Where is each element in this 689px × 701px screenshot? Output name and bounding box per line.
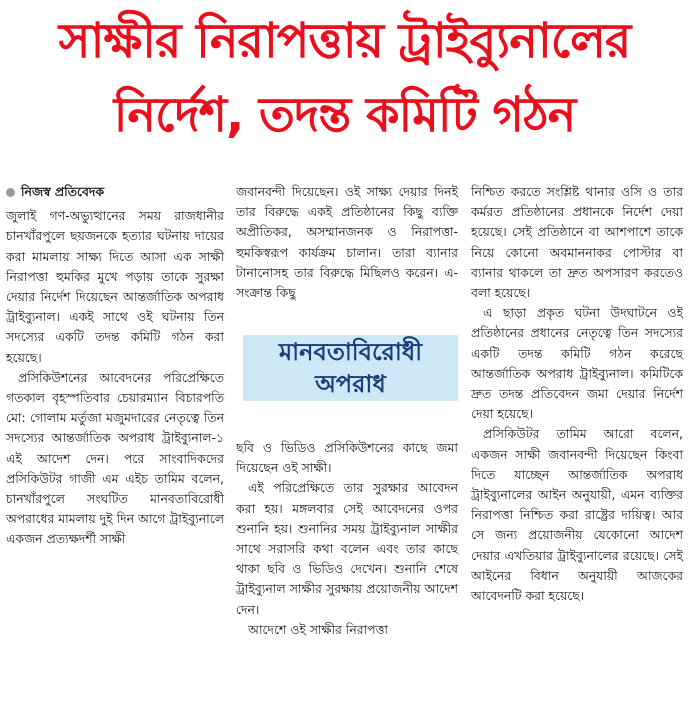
article-column-1: [6, 182, 224, 550]
paragraph: জুলাই গণ-অভ্যুত্থানের সময় রাজধানীর চানখাঁরপুলে ছয়জনকে হত্যার ঘটনায় দায়ের করা মামলায় সাক্ষ্য দিতে আসা এক সাক্ষী নিরাপত্তা হুমকির মুখে পড়ায় তাকে সুরক্ষা দেয়ার নির্দেশ দিয়েছেন আন্তর্জাতিক অপরাধ ট্রাইব্যুনাল। একই সাথে ওই ঘটনায় তিন সদস্যের একটি তদন্ত কমিটি গঠন করা হয়েছে।: [6, 208, 224, 365]
headline: [0, 4, 689, 152]
article-column-2: [236, 182, 458, 303]
headline-line-1: সাক্ষীর নিরাপত্তায় ট্রাইব্যুনালের: [58, 13, 631, 69]
paragraph: প্রসিকিউটর তামিম আরো বলেন, একজন সাক্ষী জবানবন্দী দিয়েছেন কিংবা দিতে যাচ্ছেন আন্তর্জাতিক অপরাধ ট্রাইব্যুনালের আইন অনুযায়ী, এমন ব্যক্তির নিরাপত্তা নিশ্চিত করা রাষ্ট্রের দায়িত্ব। আর সে জন্য প্রয়োজনীয় যেকোনো আদেশ দেয়ার এখতিয়ার ট্রাইব্যুনালের রয়েছে। সেই আইনের বিধান অনুযায়ী আজকের আবেদনটি করা হয়েছে।: [471, 426, 683, 604]
byline-text: নিজস্ব প্রতিবেদক: [21, 184, 105, 199]
paragraph: নিশ্চিত করতে সংশ্লিষ্ট থানার ওসি ও তার কর্মরত প্রতিষ্ঠানের প্রধানকে নির্দেশ দেয়া হয়েছে। সেই প্রতিষ্ঠানে বা আশপাশে তাকে নিয়ে কোনো অবমাননাকর পোস্টার বা ব্যানার থাকলে তা দ্রুত অপসারণ করতেও বলা হয়েছে।: [471, 184, 683, 301]
paragraph: প্রসিকিউশনের আবেদনের পরিপ্রেক্ষিতে গতকাল বৃহস্পতিবার চেয়ারম্যান বিচারপতি মো: গোলাম মর্তুজা মজুমদারের নেতৃত্বে তিন সদস্যের আন্তর্জাতিক অপরাধ ট্রাইব্যুনাল-১ এই আদেশ দেন। পরে সাংবাদিকদের প্রসিকিউটর গাজী এম এইচ তামিম বলেন, চানখাঁরপুলে সংঘটিত মানবতাবিরোধী অপরাধের মামলায় দুই দিন আগে ট্রাইব্যুনালে একজন প্রত্যক্ষদর্শী সাক্ষী: [6, 369, 224, 547]
byline: [6, 182, 224, 202]
paragraph: জবানবন্দী দিয়েছেন। ওই সাক্ষ্য দেয়ার দিনই তার বিরুদ্ধে একই প্রতিষ্ঠানের কিছু ব্যক্তি অপ্রীতিকর, অসম্মানজনক ও নিরাপত্তা-হুমকিস্বরূপ কার্যক্রম চালান। তারা ব্যানার টানানোসহ তার বিরুদ্ধে মিছিলও করেন। এ-সংক্রান্ত কিছু: [236, 184, 458, 301]
headline-line-2: নির্দেশ, তদন্ত কমিটি গঠন: [113, 87, 576, 143]
paragraph: আদেশে ওই সাক্ষীর নিরাপত্তা: [248, 621, 389, 637]
bullet-dot-icon: [6, 188, 15, 197]
paragraph: ছবি ও ভিডিও প্রসিকিউশনের কাছে জমা দিয়েছেন ওই সাক্ষী।: [236, 440, 458, 476]
paragraph: এ ছাড়া প্রকৃত ঘটনা উদঘাটনে ওই প্রতিষ্ঠানের প্রধানের নেতৃত্বে তিন সদস্যের একটি তদন্ত কমিটি গঠন করেছে আন্তর্জাতিক অপরাধ ট্রাইব্যুনাল। কমিটিকে দ্রুত তদন্ত প্রতিবেদন জমা দেয়ার নির্দেশ দেয়া হয়েছে।: [471, 305, 683, 422]
article-column-2-lower: [236, 438, 458, 640]
article-column-3: [471, 182, 683, 606]
highlight-box: মানবতাবিরোধী অপরাধ: [243, 335, 458, 401]
paragraph: এই পরিপ্রেক্ষিতে তার সুরক্ষার আবেদন করা হয়। মঙ্গলবার সেই আবেদনের ওপর শুনানি হয়। শুনানির সময় ট্রাইব্যুনাল সাক্ষীর সাথে সরাসরি কথা বলেন এবং তার কাছে থাকা ছবি ও ভিডিও দেখেন। শুনানি শেষে ট্রাইব্যুনাল সাক্ষীর সুরক্ষায় প্রয়োজনীয় আদেশ দেন।: [236, 480, 458, 617]
